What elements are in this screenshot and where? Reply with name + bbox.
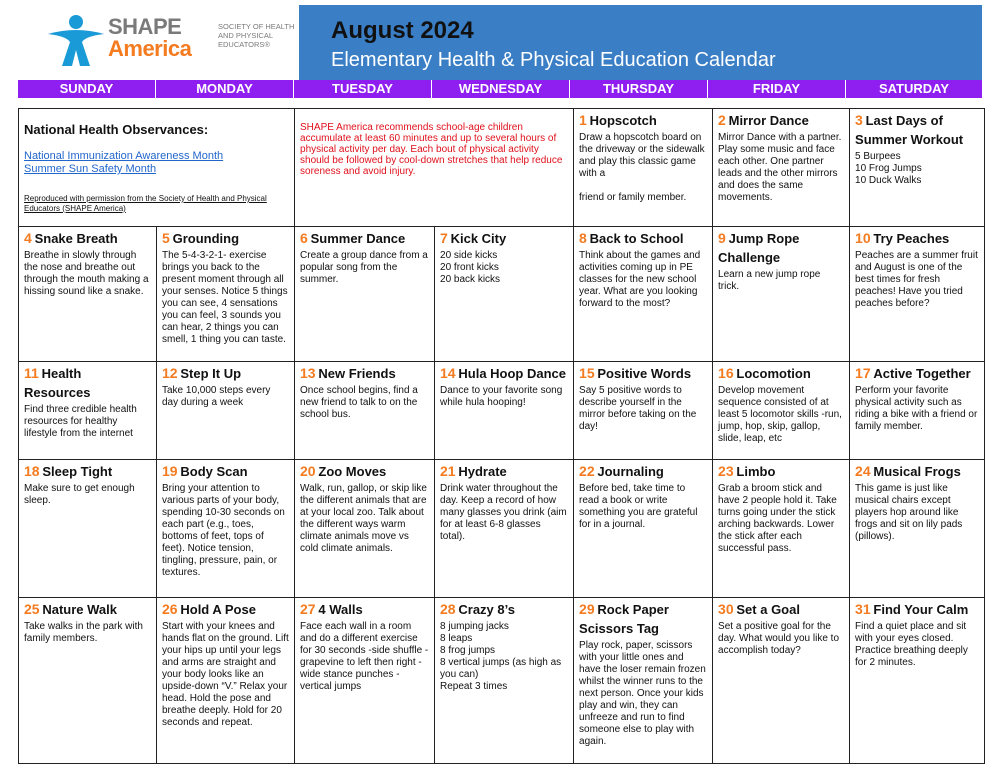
weekday-tuesday: TUESDAY bbox=[294, 80, 432, 98]
day-cell bbox=[713, 227, 850, 362]
day-activity-title: Jump Rope Challenge bbox=[718, 231, 800, 265]
day-activity-description: Think about the games and activities coming up in PE classes for the new school year. What are you looking forward to the most? bbox=[579, 250, 701, 309]
weekday-sunday: SUNDAY bbox=[18, 80, 156, 98]
day-number: 13 bbox=[300, 365, 316, 381]
day-activity-title: Hold A Pose bbox=[180, 602, 256, 617]
day-activity-title: Snake Breath bbox=[34, 231, 118, 246]
day-heading bbox=[718, 112, 844, 131]
observances-title: National Health Observances: bbox=[24, 122, 209, 137]
day-number: 27 bbox=[300, 601, 316, 617]
day-activity-description: Develop movement sequence consisted of at least 5 locomotor skills -run, jump, hop, skip, gallop, slide, leap, etc bbox=[718, 385, 842, 444]
recommendation-cell bbox=[295, 109, 574, 227]
day-activity-description: 20 side kicks 20 front kicks 20 back kicks bbox=[440, 250, 501, 285]
day-cell bbox=[713, 598, 850, 764]
day-activity-title: Mirror Dance bbox=[728, 113, 809, 128]
day-number: 26 bbox=[162, 601, 178, 617]
day-heading bbox=[579, 463, 707, 482]
day-number: 28 bbox=[440, 601, 456, 617]
day-activity-description: Perform your favorite physical activity such as riding a bike with a friend or family member. bbox=[855, 385, 978, 432]
day-number: 14 bbox=[440, 365, 456, 381]
day-heading bbox=[855, 463, 979, 482]
day-heading bbox=[300, 463, 429, 482]
day-activity-title: Health Resources bbox=[24, 366, 91, 400]
day-cell bbox=[574, 227, 713, 362]
day-cell bbox=[713, 362, 850, 460]
day-heading bbox=[440, 230, 568, 249]
day-heading bbox=[718, 230, 844, 268]
day-number: 5 bbox=[162, 230, 170, 246]
day-number: 20 bbox=[300, 463, 316, 479]
day-heading bbox=[718, 463, 844, 482]
day-activity-description: Breathe in slowly through the nose and breathe out through the mouth making a hissing sound like a snake. bbox=[24, 250, 149, 297]
day-activity-description: Bring your attention to various parts of your body, spending 10-30 seconds on each part (e.g., toes, bottoms of feet, tops of feet). Notice tension, tingling, pressure, pain, or textures. bbox=[162, 483, 285, 578]
day-number: 24 bbox=[855, 463, 871, 479]
day-number: 9 bbox=[718, 230, 726, 246]
day-activity-title: Active Together bbox=[873, 366, 971, 381]
day-activity-description: Set a positive goal for the day. What would you like to accomplish today? bbox=[718, 621, 840, 656]
day-heading bbox=[300, 601, 429, 620]
permission-credit: Reproduced with permission from the Society of Health and Physical Educators (SHAPE America) bbox=[24, 194, 267, 213]
day-heading bbox=[718, 365, 844, 384]
day-activity-title: Grounding bbox=[172, 231, 240, 246]
observances-cell bbox=[19, 109, 295, 227]
weekday-friday: FRIDAY bbox=[708, 80, 846, 98]
day-activity-description: Say 5 positive words to describe yourself in the mirror before taking on the day! bbox=[579, 385, 697, 432]
logo-brand-line1: SHAPE bbox=[108, 14, 182, 39]
day-cell bbox=[713, 109, 850, 227]
day-activity-description: Face each wall in a room and do a different exercise for 30 seconds -side shuffle -grapevine to left then right -wide stance punches -vertical jumps bbox=[300, 621, 429, 692]
day-activity-description: This game is just like musical chairs except players hop around like frogs and sit on lily pads (pillows). bbox=[855, 483, 963, 542]
day-number: 2 bbox=[718, 112, 726, 128]
day-heading bbox=[162, 601, 289, 620]
day-number: 12 bbox=[162, 365, 178, 381]
day-activity-title: Crazy 8’s bbox=[458, 602, 515, 617]
day-cell bbox=[157, 227, 295, 362]
calendar-grid bbox=[18, 108, 985, 764]
day-activity-description: Start with your knees and hands flat on the ground. Lift your hips up until your legs and arms are straight and your body looks like an upside-down “V.” Relax your head. Hold the pose and breathe deeply. Hold for 20 seconds and repeat. bbox=[162, 621, 289, 728]
day-cell bbox=[157, 362, 295, 460]
page-subtitle: Elementary Health & Physical Education Calendar bbox=[331, 49, 776, 71]
day-cell bbox=[435, 227, 574, 362]
day-cell bbox=[157, 460, 295, 598]
day-heading bbox=[162, 463, 289, 482]
day-cell bbox=[295, 460, 435, 598]
logo-brand-line2: America bbox=[108, 36, 192, 61]
day-activity-description: Once school begins, find a new friend to talk to on the school bus. bbox=[300, 385, 418, 420]
day-activity-title: Kick City bbox=[450, 231, 507, 246]
day-heading bbox=[579, 365, 707, 384]
day-activity-title: Try Peaches bbox=[873, 231, 950, 246]
day-activity-title: Zoo Moves bbox=[318, 464, 387, 479]
day-cell bbox=[574, 598, 713, 764]
day-number: 6 bbox=[300, 230, 308, 246]
day-activity-title: Hopscotch bbox=[589, 113, 657, 128]
day-heading bbox=[579, 230, 707, 249]
day-cell bbox=[574, 460, 713, 598]
day-heading bbox=[24, 601, 151, 620]
page-title: August 2024 bbox=[331, 17, 474, 44]
title-banner bbox=[299, 5, 982, 80]
day-cell bbox=[850, 109, 985, 227]
day-heading bbox=[855, 601, 979, 620]
day-activity-title: Positive Words bbox=[597, 366, 692, 381]
day-activity-description: Dance to your favorite song while hula hooping! bbox=[440, 385, 563, 408]
day-activity-description: Grab a broom stick and have 2 people hold it. Take turns going under the stick arching backwards. Lower the stick after each successful pass. bbox=[718, 483, 837, 554]
weekday-header-bar bbox=[18, 80, 982, 98]
day-activity-title: Last Days of Summer Workout bbox=[855, 113, 964, 147]
day-cell bbox=[295, 598, 435, 764]
weekday-wednesday: WEDNESDAY bbox=[432, 80, 570, 98]
day-heading bbox=[855, 112, 979, 150]
day-cell bbox=[435, 460, 574, 598]
day-activity-title: 4 Walls bbox=[318, 602, 363, 617]
day-number: 31 bbox=[855, 601, 871, 617]
day-activity-title: Back to School bbox=[589, 231, 684, 246]
day-heading bbox=[24, 365, 151, 403]
day-number: 3 bbox=[855, 112, 863, 128]
day-cell bbox=[19, 362, 157, 460]
day-heading bbox=[579, 601, 707, 639]
day-number: 1 bbox=[579, 112, 587, 128]
day-cell bbox=[19, 598, 157, 764]
day-cell bbox=[850, 598, 985, 764]
day-cell bbox=[574, 362, 713, 460]
day-cell bbox=[295, 227, 435, 362]
day-heading bbox=[24, 463, 151, 482]
day-activity-description: Play rock, paper, scissors with your little ones and have the loser remain frozen whilst the winner runs to the next person. Once your kids play and win, they can unfreeze and run to find someone else to play with again. bbox=[579, 640, 706, 747]
day-activity-description: Learn a new jump rope trick. bbox=[718, 269, 821, 292]
day-number: 22 bbox=[579, 463, 595, 479]
day-activity-description: Take 10,000 steps every day during a week bbox=[162, 385, 271, 408]
day-cell bbox=[713, 460, 850, 598]
day-activity-description: Create a group dance from a popular song from the summer. bbox=[300, 250, 428, 285]
day-activity-title: Nature Walk bbox=[42, 602, 118, 617]
day-activity-title: Step It Up bbox=[180, 366, 242, 381]
day-activity-title: Rock Paper Scissors Tag bbox=[579, 602, 669, 636]
day-activity-title: Summer Dance bbox=[310, 231, 406, 246]
day-activity-title: Body Scan bbox=[180, 464, 248, 479]
logo-tagline: SOCIETY OF HEALTH AND PHYSICAL EDUCATORS® bbox=[218, 22, 295, 49]
day-activity-description: Before bed, take time to read a book or write something you are grateful for in a journal. bbox=[579, 483, 698, 530]
day-cell bbox=[157, 598, 295, 764]
day-number: 10 bbox=[855, 230, 871, 246]
activity-recommendation: SHAPE America recommends school-age children accumulate at least 60 minutes and up to several hours of physical activity per day. Each bout of physical activity should be followed by cool-down stretches that help reduce soreness and avoid injury. bbox=[300, 122, 563, 177]
day-activity-description: Mirror Dance with a partner. Play some music and face each other. One partner leads and the other mirrors and does the same movements. bbox=[718, 132, 842, 203]
day-activity-description: Make sure to get enough sleep. bbox=[24, 483, 135, 506]
day-heading bbox=[579, 112, 707, 131]
shape-america-logo bbox=[46, 12, 296, 76]
day-number: 23 bbox=[718, 463, 734, 479]
day-heading bbox=[855, 230, 979, 249]
day-activity-description: Draw a hopscotch board on the driveway or the sidewalk and play this classic game with a friend or family member. bbox=[579, 132, 705, 203]
day-activity-title: Limbo bbox=[736, 464, 776, 479]
observance-link-immunization[interactable]: National Immunization Awareness Month bbox=[24, 150, 224, 162]
day-number: 17 bbox=[855, 365, 871, 381]
day-heading bbox=[300, 365, 429, 384]
day-activity-title: Locomotion bbox=[736, 366, 811, 381]
day-activity-description: 5 Burpees 10 Frog Jumps 10 Duck Walks bbox=[855, 151, 922, 186]
day-activity-description: Find a quiet place and sit with your eyes closed. Practice breathing deeply for 2 minutes. bbox=[855, 621, 968, 668]
day-activity-description: Peaches are a summer fruit and August is one of the best times for fresh peaches! Have you tried peaches before? bbox=[855, 250, 978, 309]
person-figure-icon bbox=[46, 12, 106, 68]
day-number: 15 bbox=[579, 365, 595, 381]
day-heading bbox=[440, 463, 568, 482]
day-number: 21 bbox=[440, 463, 456, 479]
day-activity-title: Journaling bbox=[597, 464, 664, 479]
day-number: 7 bbox=[440, 230, 448, 246]
day-cell bbox=[435, 598, 574, 764]
day-activity-description: Drink water throughout the day. Keep a record of how many glasses you drink (aim for at least 6-8 glasses total). bbox=[440, 483, 567, 542]
day-cell bbox=[850, 362, 985, 460]
day-cell bbox=[19, 460, 157, 598]
day-number: 18 bbox=[24, 463, 40, 479]
day-number: 19 bbox=[162, 463, 178, 479]
observance-link-sun-safety[interactable]: Summer Sun Safety Month bbox=[24, 163, 157, 175]
day-cell bbox=[435, 362, 574, 460]
weekday-monday: MONDAY bbox=[156, 80, 294, 98]
day-activity-title: Hula Hoop Dance bbox=[458, 366, 566, 381]
day-cell bbox=[850, 460, 985, 598]
day-heading bbox=[24, 230, 151, 249]
day-cell bbox=[574, 109, 713, 227]
day-number: 16 bbox=[718, 365, 734, 381]
day-cell bbox=[295, 362, 435, 460]
day-activity-title: Hydrate bbox=[458, 464, 507, 479]
day-activity-description: Take walks in the park with family members. bbox=[24, 621, 143, 644]
day-heading bbox=[855, 365, 979, 384]
day-heading bbox=[718, 601, 844, 620]
logo-brand bbox=[108, 16, 191, 60]
day-number: 11 bbox=[24, 365, 39, 381]
day-activity-title: Find Your Calm bbox=[873, 602, 969, 617]
day-number: 30 bbox=[718, 601, 734, 617]
day-activity-title: New Friends bbox=[318, 366, 396, 381]
day-number: 8 bbox=[579, 230, 587, 246]
day-heading bbox=[162, 365, 289, 384]
day-activity-description: The 5-4-3-2-1- exercise brings you back to the present moment through all your senses. Notice 5 things you can see, 4 sensations you can feel, 3 sounds you can hear, 2 things you can smell, 1 thing you can taste. bbox=[162, 250, 288, 345]
day-number: 29 bbox=[579, 601, 595, 617]
day-heading bbox=[162, 230, 289, 249]
day-heading bbox=[440, 601, 568, 620]
day-number: 4 bbox=[24, 230, 32, 246]
day-activity-title: Set a Goal bbox=[736, 602, 800, 617]
day-activity-description: Walk, run, gallop, or skip like the different animals that are at your local zoo. Talk about the different ways warm climate animals move vs cold climate animals. bbox=[300, 483, 427, 554]
day-activity-description: Find three credible health resources for healthy lifestyle from the internet bbox=[24, 404, 137, 439]
day-cell bbox=[19, 227, 157, 362]
day-activity-description: 8 jumping jacks 8 leaps 8 frog jumps 8 vertical jumps (as high as you can) Repeat 3 times bbox=[440, 621, 562, 692]
day-heading bbox=[440, 365, 568, 384]
day-activity-title: Sleep Tight bbox=[42, 464, 113, 479]
weekday-thursday: THURSDAY bbox=[570, 80, 708, 98]
day-number: 25 bbox=[24, 601, 40, 617]
day-activity-title: Musical Frogs bbox=[873, 464, 961, 479]
day-heading bbox=[300, 230, 429, 249]
weekday-saturday: SATURDAY bbox=[846, 80, 982, 98]
day-cell bbox=[850, 227, 985, 362]
